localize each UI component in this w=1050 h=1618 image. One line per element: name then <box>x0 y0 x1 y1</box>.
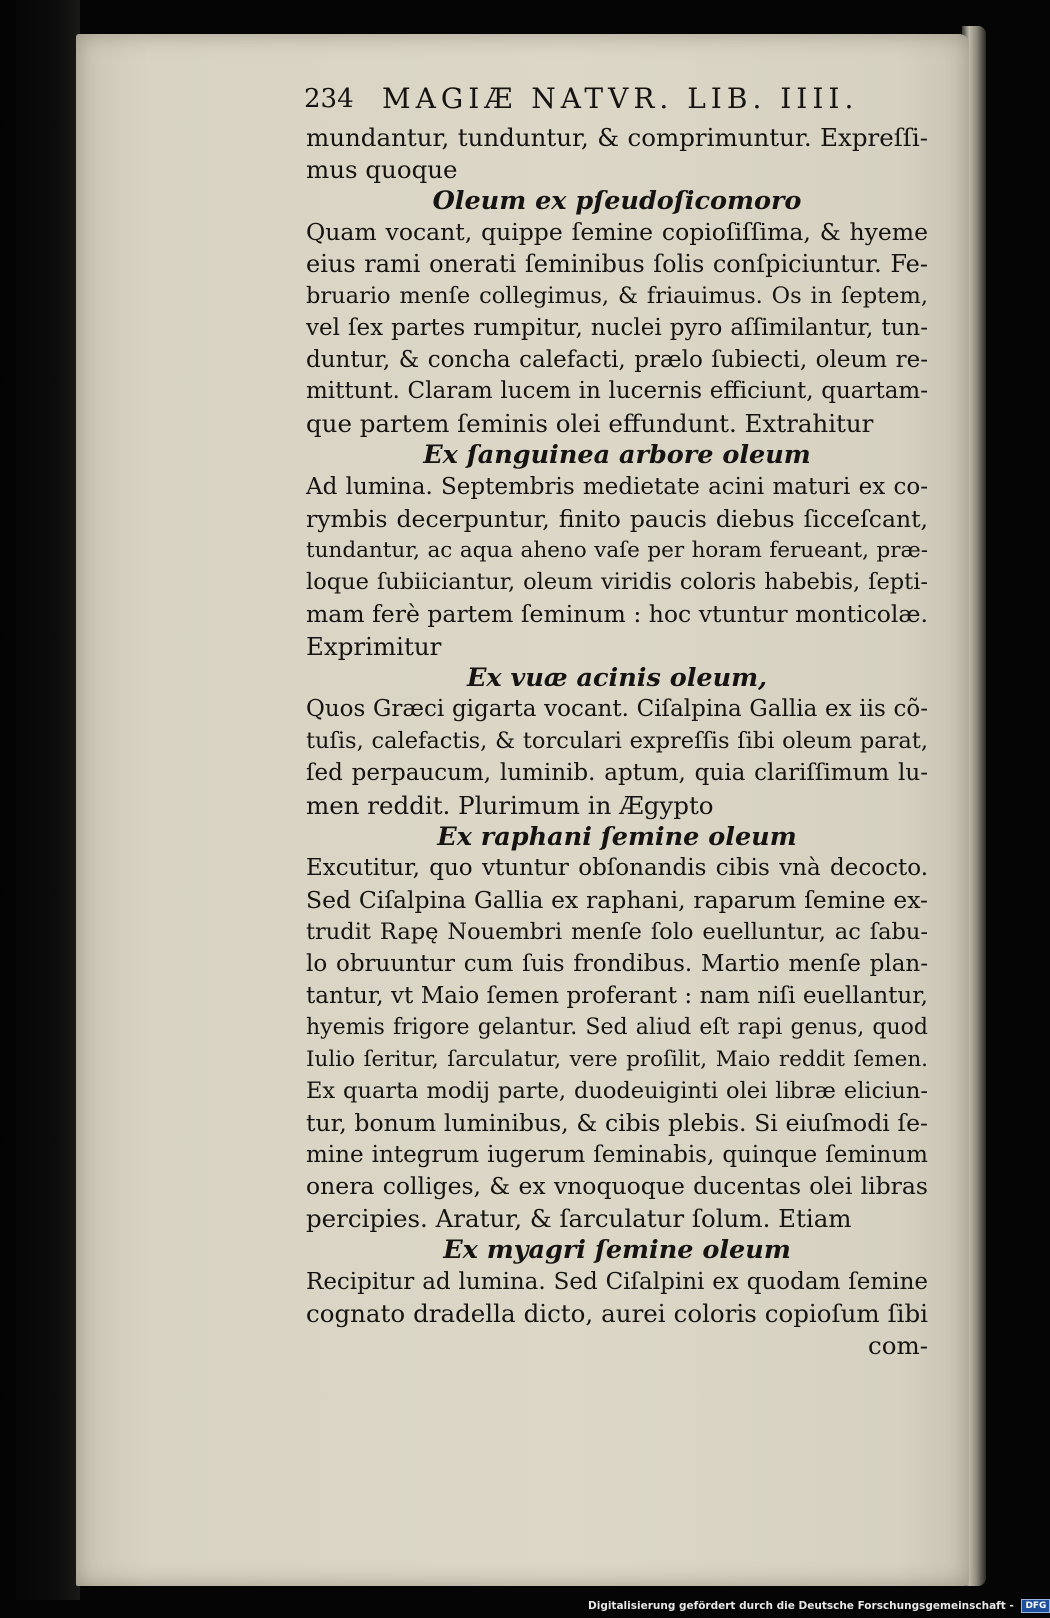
page-number: 234 <box>304 84 354 114</box>
section-heading: Oleum ex pſeudoſicomoro <box>432 185 802 216</box>
text-line: men reddit. Plurimum in Ægypto <box>306 790 714 820</box>
section-heading: Ex vuæ acinis oleum, <box>466 662 768 693</box>
body-text <box>306 122 928 1362</box>
text-line: mittunt. Claram lucem in lucernis efficiunt, quartam- <box>306 378 928 405</box>
text-line: mine integrum iugerum ſeminabis, quinque ſeminum <box>306 1141 928 1168</box>
text-line: tuſis, calefactis, & torculari expreſſis ſibi oleum parat, <box>306 728 928 755</box>
binding-shadow <box>0 0 80 1600</box>
text-line: mundantur, tunduntur, & comprimuntur. Expreſſi- <box>306 123 928 152</box>
digitization-footer <box>588 1598 1047 1614</box>
text-line: Sed Ciſalpina Gallia ex raphani, raparum ſemine ex- <box>306 886 928 915</box>
text-line: Iulio ſeritur, ſarculatur, vere proſilit, Maio reddit ſemen. <box>306 1047 928 1073</box>
text-line: eius rami onerati ſeminibus ſolis conſpiciuntur. Fe- <box>306 250 928 279</box>
running-head-title: MAGIÆ NATVR. LIB. IIII. <box>382 82 859 115</box>
text-line: onera colliges, & ex vnoquoque ducentas olei libras <box>306 1172 928 1201</box>
text-line: percipies. Aratur, & ſarculatur ſolum. Etiam <box>306 1204 852 1234</box>
text-line: bruario menſe collegimus, & friauimus. Os in ſeptem, <box>306 282 928 309</box>
text-line: Recipitur ad lumina. Sed Ciſalpini ex quodam ſemine <box>306 1268 928 1295</box>
text-line: cognato dradella dicto, aurei coloris copioſum ſibi <box>306 1299 928 1329</box>
section-heading: Ex raphani ſemine oleum <box>437 821 797 852</box>
text-line: Ad lumina. Septembris medietate acini maturi ex co- <box>306 473 928 500</box>
text-line: rymbis decerpuntur, finito paucis diebus ſicceſcant, <box>306 504 928 533</box>
text-line: vel ſex partes rumpitur, nuclei pyro aſſimilantur, tun- <box>306 314 928 341</box>
text-line: mam ferè partem ſeminum : hoc vtuntur monticolæ. <box>306 599 928 628</box>
catchword: com- <box>868 1331 928 1361</box>
text-line: ſed perpaucum, luminib. aptum, quia clariſſimum lu- <box>306 759 928 786</box>
dfg-logo: DFG <box>1021 1599 1050 1613</box>
text-line: Quos Græci gigarta vocant. Ciſalpina Gallia ex iis cõ- <box>306 696 928 723</box>
text-line: tur, bonum luminibus, & cibis plebis. Si eiuſmodi ſe- <box>306 1108 928 1137</box>
section-heading: Ex myagri ſemine oleum <box>443 1234 791 1265</box>
text-line: tundantur, ac aqua aheno vaſe per horam ferueant, præ- <box>306 538 928 564</box>
text-line: duntur, & concha calefacti, prælo ſubiecti, oleum re- <box>306 346 928 373</box>
text-line: lo obruuntur cum ſuis frondibus. Martio menſe plan- <box>306 950 928 977</box>
running-head <box>306 76 928 122</box>
page-text-block <box>306 76 928 1362</box>
text-line: Exprimitur <box>306 631 442 661</box>
text-line: loque ſubiiciantur, oleum viridis coloris habebis, ſepti- <box>306 569 928 596</box>
text-line: Quam vocant, quippe ſemine copioſiſſima, & hyeme <box>306 218 928 247</box>
text-line: hyemis frigore gelantur. Sed aliud eſt rapi genus, quod <box>306 1015 928 1041</box>
section-heading: Ex ſanguinea arbore oleum <box>423 439 811 470</box>
text-line: tantur, vt Maio ſemen proferant : nam niſi euellantur, <box>306 982 928 1009</box>
text-line: mus quoque <box>306 154 458 184</box>
text-line: que partem ſeminis olei effundunt. Extrahitur <box>306 409 874 439</box>
text-line: trudit Rapę Nouembri menſe ſolo euelluntur, ac ſabu- <box>306 918 928 945</box>
text-line: Ex quarta modij parte, duodeuiginti olei libræ eliciun- <box>306 1077 928 1104</box>
footer-credit-text: Digitalisierung gefördert durch die Deutsche Forschungsgemeinschaft - <box>588 1600 1014 1612</box>
text-line: Excutitur, quo vtuntur obſonandis cibis vnà decocto. <box>306 855 928 882</box>
